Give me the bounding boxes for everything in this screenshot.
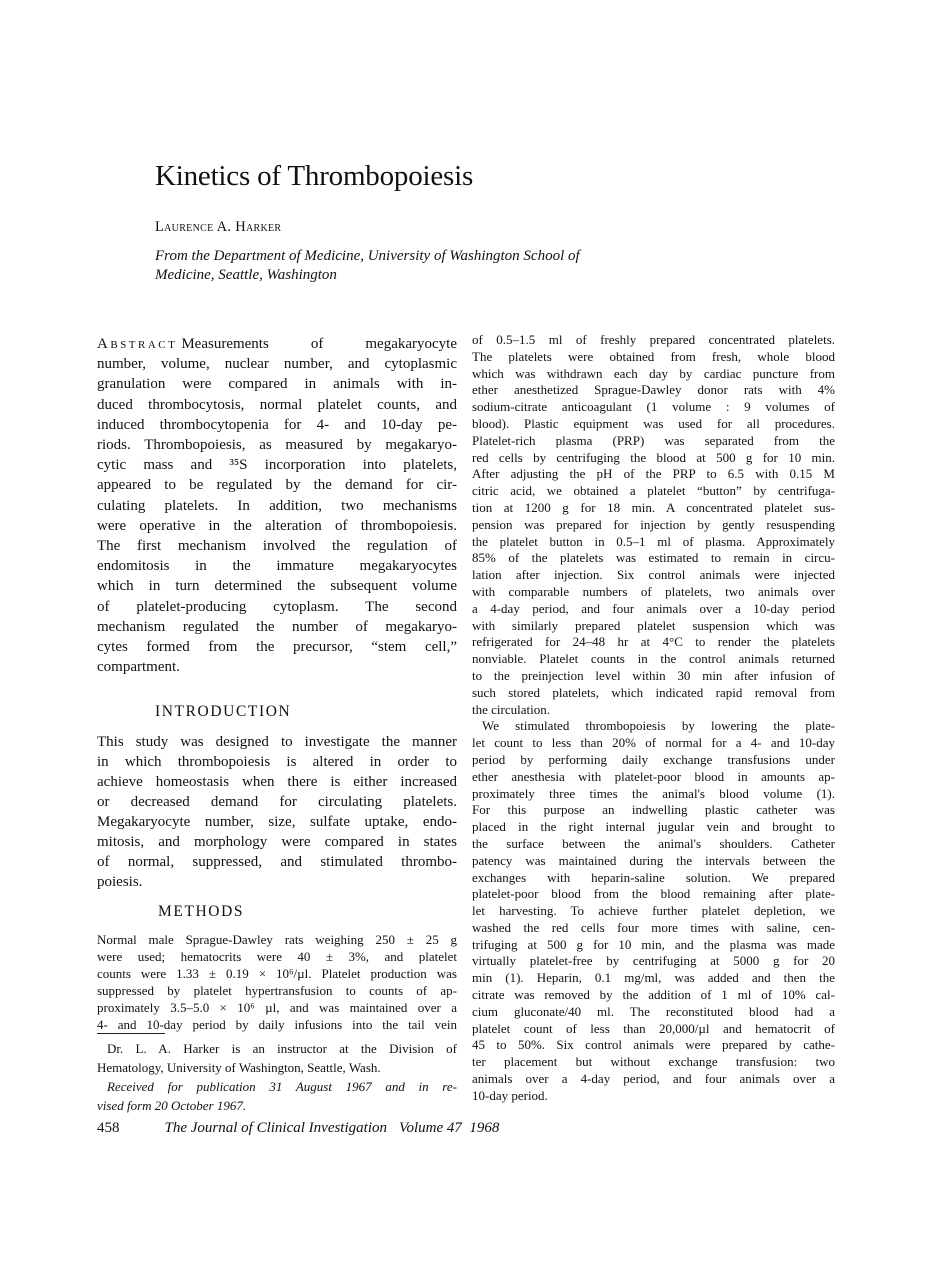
text-line: a 4-day period, and four animals over a 10-day period — [472, 600, 835, 616]
affiliation-line: From the Department of Medicine, University of Washington School of — [155, 248, 580, 264]
text-line: Dr. L. A. Harker is an instructor at the Division of — [107, 1041, 457, 1056]
article-title: Kinetics of Thrombopoiesis — [155, 160, 474, 192]
footnote-divider — [97, 1033, 165, 1034]
affiliation-line: Medicine, Seattle, Washington — [155, 266, 337, 283]
text-line: period by performing daily exchange transfusions under — [472, 751, 835, 767]
text-line: counts were 1.33 ± 0.19 × 10⁶/µl. Platelet production was — [97, 966, 457, 981]
text-line: ether anesthetized Sprague-Dawley donor rats with 4% — [472, 382, 835, 398]
text-line: Hematology, University of Washington, Seattle, Wash. — [97, 1060, 381, 1075]
text-line: citrate was removed by the addition of 1 ml of 10% cal- — [472, 987, 835, 1003]
text-line: duced thrombocytosis, normal platelet counts, and — [97, 396, 457, 413]
text-line: This study was designed to investigate the manner — [97, 734, 457, 750]
author-name: Laurence A. Harker — [155, 219, 282, 235]
text-line: red cells by centrifuging the blood at 500 g for 10 min. — [472, 449, 835, 465]
text-line: of normal, suppressed, and stimulated thrombo- — [97, 854, 457, 870]
text-line: 45 to 50%. Six control animals were prepared by cathe- — [472, 1037, 835, 1053]
introduction-body — [97, 732, 457, 892]
text-line: in which thrombopoiesis is altered in order to — [97, 754, 457, 770]
text-line: Megakaryocyte number, size, sulfate uptake, endo- — [97, 814, 457, 830]
text-line: exchanges with heparin-saline solution. We prepared — [472, 869, 835, 885]
text-line: platelet count of less than 20,000/µl and hematocrit of — [472, 1020, 835, 1036]
text-line: cytic mass and ³⁵S incorporation into platelets, — [97, 457, 457, 474]
text-line: vised form 20 October 1967. — [97, 1098, 247, 1113]
text-line: or decreased demand for circulating platelets. — [97, 794, 457, 810]
text-line: 85% of the platelets was estimated to remain in circu- — [472, 550, 835, 566]
text-line: tion at 1200 g for 18 min. A concentrated platelet sus- — [472, 499, 835, 515]
abstract-label: Abstract — [97, 336, 178, 352]
text-line: blood). Plastic equipment was used for all procedures. — [472, 415, 835, 431]
text-line: Platelet-rich plasma (PRP) was separated from the — [472, 432, 835, 448]
methods-heading: METHODS — [158, 903, 245, 920]
author-note — [97, 1039, 457, 1077]
text-line: mechanism regulated the number of megakaryo- — [97, 618, 457, 635]
text-line: to the preinjection level within 30 min after infusion of — [472, 667, 835, 683]
text-line: ter placement but without exchange transfusion: two — [472, 1054, 835, 1070]
text-line: such stored platelets, which indicated rapid removal from — [472, 684, 835, 700]
text-line: min (1). Heparin, 0.1 mg/ml, was added and then the — [472, 970, 835, 986]
affiliation — [155, 247, 580, 284]
text-line: appeared to be regulated by the demand for cir- — [97, 477, 457, 494]
text-line: with similarly prepared platelet suspension which was — [472, 617, 835, 633]
text-line: endomitosis in the immature megakaryocytes — [97, 558, 457, 575]
text-line: Normal male Sprague-Dawley rats weighing 250 ± 25 g — [97, 932, 457, 947]
text-line: platelet-poor blood from the blood remaining after plate- — [472, 886, 835, 902]
volume-info: Volume 47 1968 — [398, 1120, 500, 1136]
text-line: the surface between the animal's shoulders. Catheter — [472, 835, 835, 851]
text-line: let harvesting. To achieve further platelet depletion, we — [472, 903, 835, 919]
text-line: mitosis, and morphology were compared in states — [97, 834, 457, 850]
methods-body — [97, 931, 457, 1033]
text-line: We stimulated thrombopoiesis by lowering the plate- — [482, 718, 835, 734]
text-line: compartment. — [97, 659, 180, 676]
abstract-first-line: Measurements of megakaryocyte — [181, 336, 457, 352]
text-line: patency was maintained during the intervals between the — [472, 852, 835, 868]
text-line: pension was prepared for injection by gently resuspending — [472, 516, 835, 532]
journal-name: The Journal of Clinical Investigation — [164, 1120, 387, 1136]
text-line: citric acid, we obtained a platelet “button” by centrifuga- — [472, 483, 835, 499]
text-line: were used; hematocrits were 40 ± 3%, and platelet — [97, 949, 457, 964]
text-line: let count to less than 20% of normal for a 4- and 10-day — [472, 735, 835, 751]
footnote — [97, 1039, 457, 1115]
text-line: the platelet button in 0.5–1 ml of plasma. Approximately — [472, 533, 835, 549]
text-line: which was withdrawn each day by cardiac puncture from — [472, 365, 835, 381]
text-line: induced thrombocytopenia for 4- and 10-day pe- — [97, 416, 457, 433]
text-line: cium gluconate/40 ml. The reconstituted blood had a — [472, 1003, 835, 1019]
text-line: 10-day period. — [472, 1087, 548, 1103]
page-number: 458 — [97, 1120, 120, 1136]
text-line: cytes formed from the precursor, “stem cell,” — [97, 639, 457, 656]
text-line: trifuging at 500 g for 10 min, and the plasma was made — [472, 936, 835, 952]
text-line: washed the red cells four more times with saline, cen- — [472, 919, 835, 935]
text-line: which in turn determined the subsequent volume — [97, 578, 457, 595]
text-line: For this purpose an indwelling plastic catheter was — [472, 802, 835, 818]
text-line: lation after injection. Six control animals were injected — [472, 567, 835, 583]
page-footer — [97, 1120, 499, 1137]
text-line: number, volume, nuclear number, and cytoplasmic — [97, 356, 457, 373]
text-line: nonviable. Platelet counts in the control animals returned — [472, 651, 835, 667]
text-line: the circulation. — [472, 701, 550, 717]
text-line: animals over a 4-day period, and four animals over a — [472, 1071, 835, 1087]
text-line: refrigerated for 24–48 hr at 4°C to render the platelets — [472, 634, 835, 650]
text-line: with comparable numbers of platelets, two animals over — [472, 583, 835, 599]
received-note — [97, 1077, 457, 1115]
text-line: of platelet-producing cytoplasm. The second — [97, 598, 457, 615]
text-line: After adjusting the pH of the PRP to 6.5 with 0.15 M — [472, 466, 835, 482]
text-line: granulation were compared in animals with in- — [97, 376, 457, 393]
abstract — [97, 334, 457, 677]
text-line: were operative in the alteration of thrombopoiesis. — [97, 517, 457, 534]
text-line: Received for publication 31 August 1967 and in re- — [107, 1079, 457, 1094]
text-line: riods. Thrombopoiesis, as measured by megakaryo- — [97, 437, 457, 454]
text-line: of 0.5–1.5 ml of freshly prepared concentrated platelets. — [472, 332, 835, 347]
text-line: poiesis. — [97, 874, 143, 890]
text-line: ether anesthesia with platelet-poor blood in amounts ap- — [472, 768, 835, 784]
text-line: 4- and 10-day period by daily infusions into the tail vein — [97, 1017, 457, 1032]
right-column — [472, 332, 835, 1105]
text-line: suppressed by platelet hypertransfusion to counts of ap- — [97, 983, 457, 998]
text-line: achieve homeostasis when there is either increased — [97, 774, 457, 790]
text-line: proximately three times the animal's blood volume (1). — [472, 785, 835, 801]
paragraph — [472, 718, 835, 1104]
text-line: placed in the right internal jugular vein and brought to — [472, 819, 835, 835]
text-line: The platelets were obtained from fresh, whole blood — [472, 348, 835, 364]
text-line: virtually platelet-free by centrifuging at 5000 g for 20 — [472, 953, 835, 969]
introduction-heading: INTRODUCTION — [155, 703, 292, 720]
paragraph — [472, 332, 835, 718]
text-line: sodium-citrate anticoagulant (1 volume : 9 volumes of — [472, 399, 835, 415]
text-line — [97, 334, 457, 354]
text-line: culating platelets. In addition, two mechanisms — [97, 497, 457, 514]
text-line: The first mechanism involved the regulation of — [97, 538, 457, 555]
text-line: proximately 3.5–5.0 × 10⁶ µl, and was maintained over a — [97, 1000, 457, 1015]
